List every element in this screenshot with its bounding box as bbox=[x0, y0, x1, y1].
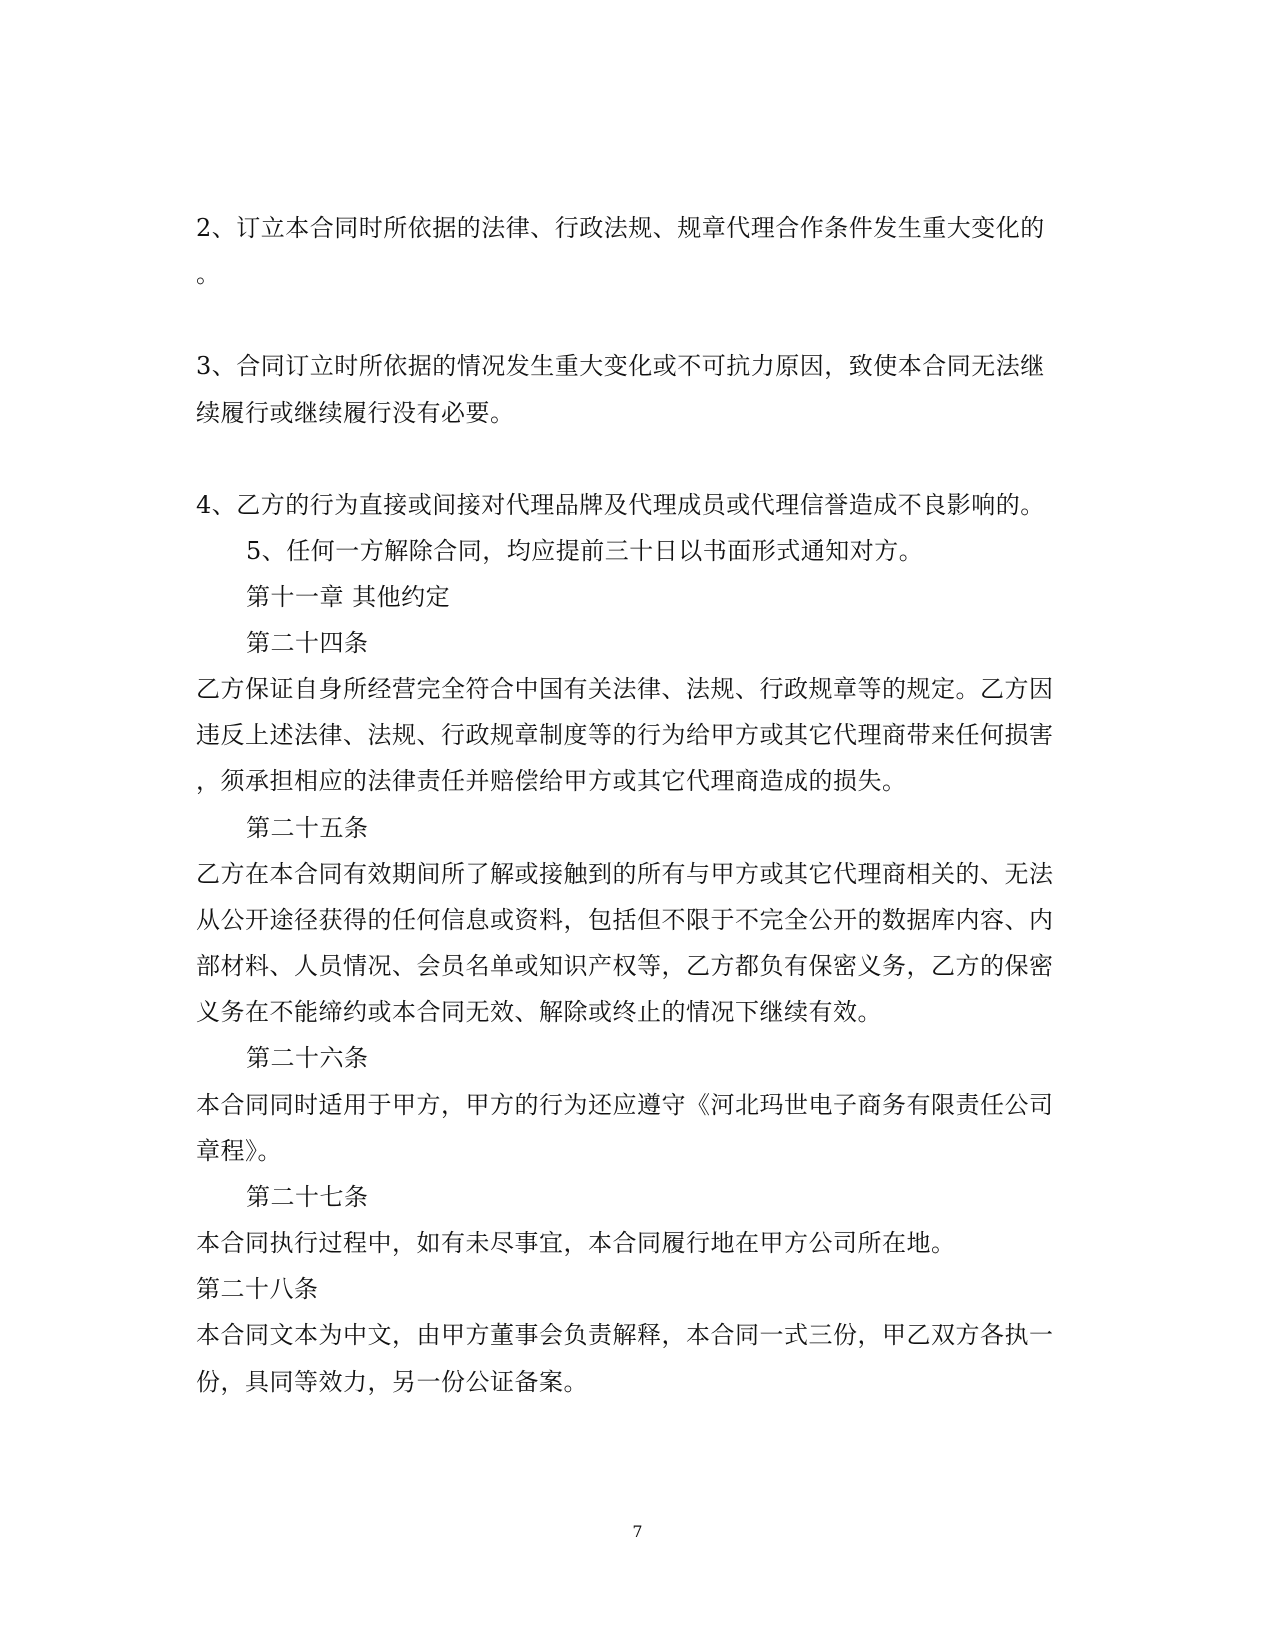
article-heading: 第二十七条 bbox=[246, 1183, 369, 1211]
text-line: 本合同执行过程中，如有未尽事宜，本合同履行地在甲方公司所在地。 bbox=[196, 1229, 956, 1257]
text-line: 4、乙方的行为直接或间接对代理品牌及代理成员或代理信誉造成不良影响的。 bbox=[196, 491, 1045, 519]
article-heading: 第二十四条 bbox=[246, 629, 369, 657]
text-line: 违反上述法律、法规、行政规章制度等的行为给甲方或其它代理商带来任何损害 bbox=[196, 721, 1054, 749]
text-line: 2、订立本合同时所依据的法律、行政法规、规章代理合作条件发生重大变化的 bbox=[196, 214, 1045, 242]
text-line: 章程》。 bbox=[196, 1137, 282, 1165]
article-heading: 第二十八条 bbox=[196, 1275, 319, 1303]
text-line: 从公开途径获得的任何信息或资料，包括但不限于不完全公开的数据库内容、内 bbox=[196, 906, 1054, 934]
text-line: 本合同同时适用于甲方，甲方的行为还应遵守《河北玛世电子商务有限责任公司 bbox=[196, 1091, 1054, 1119]
text-line: 本合同文本为中文，由甲方董事会负责解释，本合同一式三份，甲乙双方各执一 bbox=[196, 1321, 1054, 1349]
text-line: 续履行或继续履行没有必要。 bbox=[196, 399, 515, 427]
text-line: 份，具同等效力，另一份公证备案。 bbox=[196, 1368, 588, 1396]
text-line: 部材料、人员情况、会员名单或知识产权等，乙方都负有保密义务，乙方的保密 bbox=[196, 952, 1054, 980]
chapter-heading: 第十一章 其他约定 bbox=[246, 583, 451, 611]
text-line: ，须承担相应的法律责任并赔偿给甲方或其它代理商造成的损失。 bbox=[196, 767, 907, 795]
article-heading: 第二十六条 bbox=[246, 1044, 369, 1072]
text-line: 3、合同订立时所依据的情况发生重大变化或不可抗力原因，致使本合同无法继 bbox=[196, 352, 1045, 380]
text-line: 乙方在本合同有效期间所了解或接触到的所有与甲方或其它代理商相关的、无法 bbox=[196, 860, 1054, 888]
article-heading: 第二十五条 bbox=[246, 814, 369, 842]
text-line: 。 bbox=[196, 260, 221, 288]
page-number: 7 bbox=[632, 1522, 643, 1541]
text-line: 5、任何一方解除合同，均应提前三十日以书面形式通知对方。 bbox=[246, 537, 924, 565]
text-line: 义务在不能缔约或本合同无效、解除或终止的情况下继续有效。 bbox=[196, 998, 882, 1026]
text-line: 乙方保证自身所经营完全符合中国有关法律、法规、行政规章等的规定。乙方因 bbox=[196, 675, 1054, 703]
